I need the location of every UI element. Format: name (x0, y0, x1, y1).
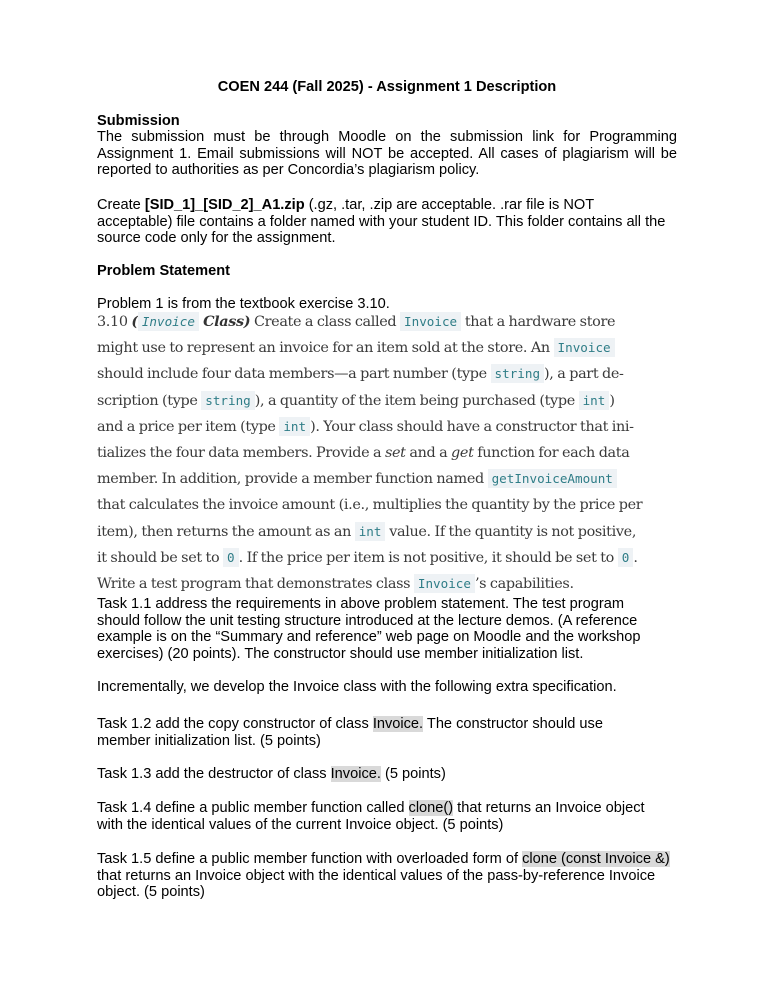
code-invoice: Invoice (138, 312, 199, 331)
highlight: clone() (408, 800, 454, 816)
code-int: int (579, 391, 610, 410)
textbook-line: might use to represent an invoice for an item sold at the store. An Invoice (97, 335, 657, 361)
incremental-paragraph: Incrementally, we develop the Invoice class with the following extra specification. (97, 679, 617, 695)
textbook-line: scription (type string ), a quantity of the item being purchased (type int ) (97, 392, 615, 409)
highlight: Invoice. (330, 766, 381, 782)
task-1-5: Task 1.5 define a public member function with overloaded form of clone (const Invoice &) that returns an Invoice object with the identical values of the pass-by-reference Invoice object. (5 points) (97, 851, 670, 901)
textbook-line: member. In addition, provide a member function named getInvoiceAmount (97, 466, 657, 492)
document-title: COEN 244 (Fall 2025) - Assignment 1 Description (217, 79, 557, 95)
code-int: int (279, 417, 310, 436)
textbook-line: and a price per item (type int ). Your class should have a constructor that ini- (97, 418, 634, 435)
textbook-line: should include four data members—a part number (type string ), a part de- (97, 366, 624, 383)
problem-intro: Problem 1 is from the textbook exercise 3.10. (97, 296, 390, 312)
textbook-line: Write a test program that demonstrates class Invoice ’s capabilities. (97, 576, 574, 593)
highlight: clone (const Invoice &) (522, 851, 670, 867)
textbook-line: item), then returns the amount as an int value. If the quantity is not positive, (97, 523, 637, 540)
textbook-line: that calculates the invoice amount (i.e., multiplies the quantity by the price per (97, 497, 643, 514)
filename: [SID_1]_[SID_2]_A1.zip (144, 197, 305, 213)
code-invoice: Invoice (414, 574, 475, 593)
task-1-2: Task 1.2 add the copy constructor of class Invoice. The constructor should use member initialization list. (5 points) (97, 716, 603, 749)
code-invoice: Invoice (400, 312, 461, 331)
textbook-excerpt (97, 309, 657, 597)
highlight: Invoice. (372, 716, 424, 732)
code-zero: 0 (223, 548, 239, 567)
code-int: int (355, 522, 386, 541)
create-paragraph (97, 197, 667, 247)
textbook-line: it should be set to 0 . If the price per item is not positive, it should be set to 0 . (97, 549, 638, 566)
code-string: string (491, 364, 545, 383)
code-invoice: Invoice (554, 338, 615, 357)
submission-paragraph: The submission must be through Moodle on the submission link for Programming Assignment 1. Email submissions will NOT be accepted. All cases of plagiarism will be reported to authorities as per Concordia’s plagiarism policy. (97, 129, 677, 179)
submission-heading: Submission (97, 113, 180, 129)
textbook-line: 3.10 ( Invoice Class) Create a class called Invoice that a hardware store (97, 313, 616, 330)
code-getinvoiceamount: getInvoiceAmount (488, 469, 617, 488)
create-prefix: Create (97, 197, 145, 213)
problem-heading: Problem Statement (97, 263, 230, 279)
create-suffix: (.gz, .tar, .zip are acceptable. .rar file is NOT acceptable) file contains a folder named with your student ID. This folder contains all the source code only for the assignment. (97, 197, 666, 247)
task-1-4: Task 1.4 define a public member function called clone() that returns an Invoice object with the identical values of the current Invoice object. (5 points) (97, 800, 645, 833)
code-string: string (201, 391, 255, 410)
textbook-line: tializes the four data members. Provide a set and a get function for each data (97, 445, 630, 462)
task-1-3: Task 1.3 add the destructor of class Invoice. (5 points) (97, 766, 446, 782)
task-1-1: Task 1.1 address the requirements in above problem statement. The test program should follow the unit testing structure introduced at the lecture demos. (A reference example is on the “Summary and reference” web page on Moodle and the workshop exercises) (20 points). The constructor should use member initialization list. (97, 596, 641, 662)
code-zero: 0 (618, 548, 634, 567)
